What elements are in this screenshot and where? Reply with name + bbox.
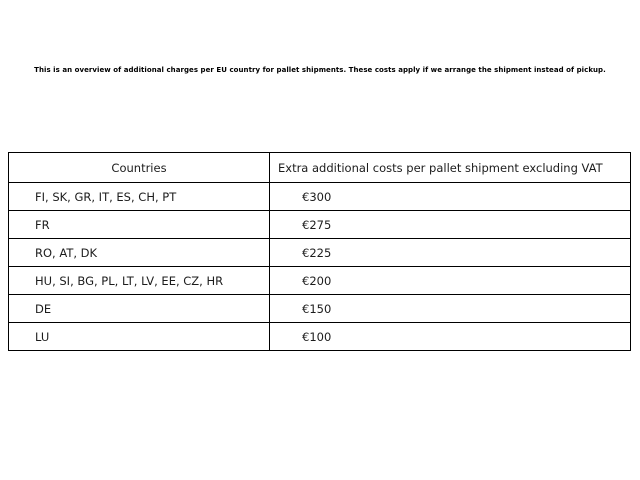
- countries-cell: HU, SI, BG, PL, LT, LV, EE, CZ, HR: [9, 267, 270, 295]
- countries-cell: FI, SK, GR, IT, ES, CH, PT: [9, 183, 270, 211]
- countries-cell: FR: [9, 211, 270, 239]
- cost-cell: €275: [270, 211, 631, 239]
- column-header-countries: Countries: [9, 153, 270, 183]
- table-row: [9, 267, 631, 295]
- column-header-costs: Extra additional costs per pallet shipment excluding VAT: [270, 153, 631, 183]
- cost-cell: €300: [270, 183, 631, 211]
- table-row: [9, 183, 631, 211]
- table-row: [9, 295, 631, 323]
- table-row: [9, 323, 631, 351]
- cost-cell: €225: [270, 239, 631, 267]
- countries-cell: DE: [9, 295, 270, 323]
- countries-cell: RO, AT, DK: [9, 239, 270, 267]
- cost-cell: €150: [270, 295, 631, 323]
- intro-text: This is an overview of additional charges per EU country for pallet shipments. These costs apply if we arrange the shipment instead of pickup.: [34, 66, 606, 74]
- table-row: [9, 211, 631, 239]
- cost-cell: €200: [270, 267, 631, 295]
- countries-cell: LU: [9, 323, 270, 351]
- charges-table: [8, 152, 631, 351]
- table-header-row: [9, 153, 631, 183]
- cost-cell: €100: [270, 323, 631, 351]
- table-row: [9, 239, 631, 267]
